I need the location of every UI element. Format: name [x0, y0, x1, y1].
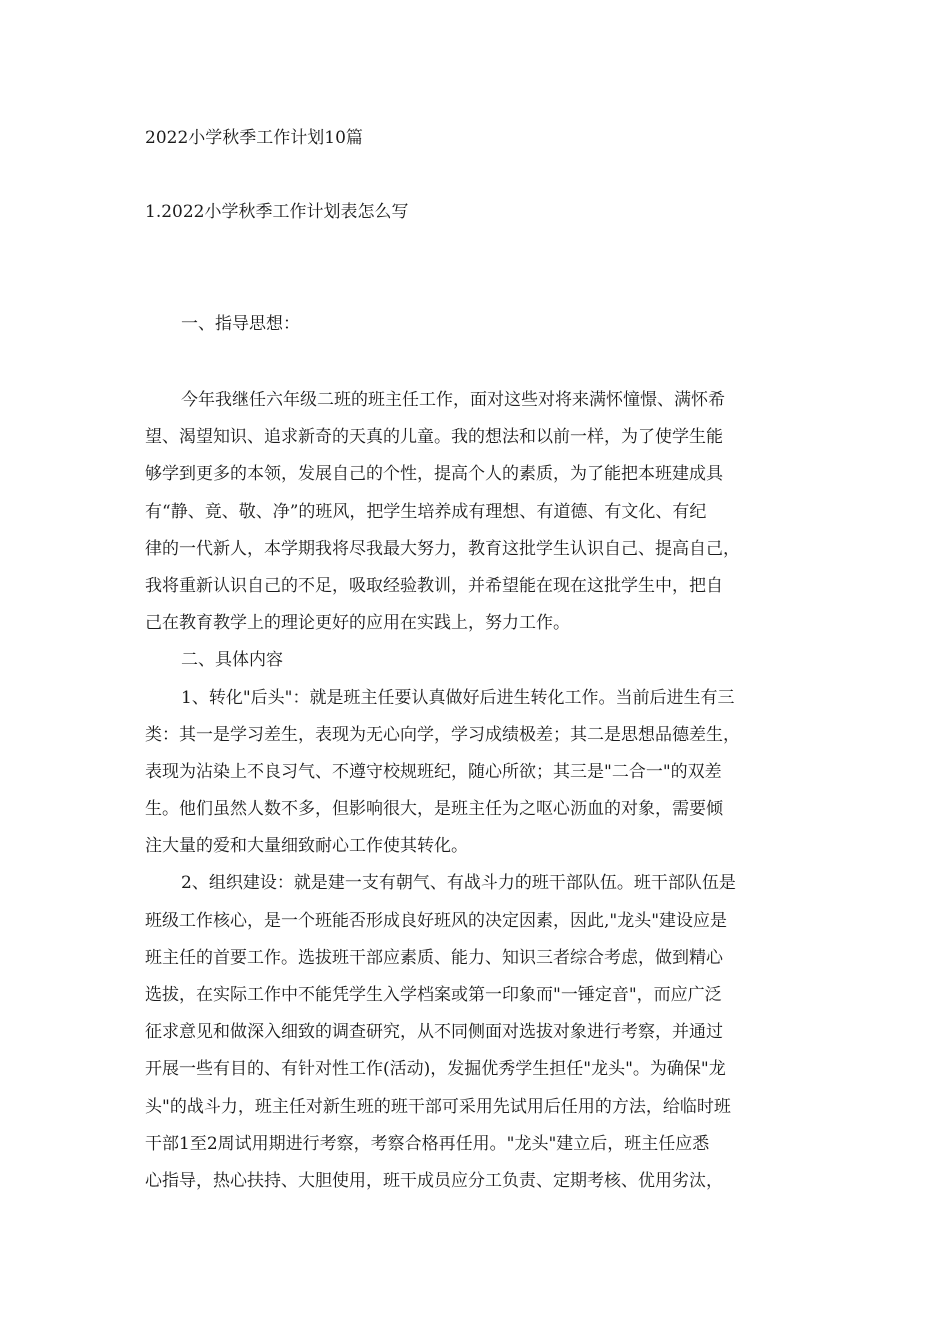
text-line: 表现为沾染上不良习气、不遵守校规班纪，随心所欲；其三是"二合一"的双差: [145, 761, 722, 782]
document-title: 2022小学秋季工作计划10篇: [145, 128, 363, 148]
text-line: 二、具体内容: [181, 650, 283, 671]
text-line: 1、转化"后头"：就是班主任要认真做好后进生转化工作。当前后进生有三: [181, 687, 735, 708]
text-line: 够学到更多的本领，发展自己的个性，提高个人的素质，为了能把本班建成具: [145, 464, 723, 485]
document-subtitle: 1.2022小学秋季工作计划表怎么写: [145, 202, 409, 222]
text-line: 2、组织建设：就是建一支有朝气、有战斗力的班干部队伍。班干部队伍是: [181, 873, 736, 894]
text-line: 我将重新认识自己的不足，吸取经验教训，并希望能在现在这批学生中，把自: [145, 575, 723, 596]
text-line: 注大量的爱和大量细致耐心工作使其转化。: [145, 836, 468, 857]
text-line: 心指导，热心扶持、大胆使用，班干成员应分工负责、定期考核、优用劣汰，: [145, 1170, 723, 1191]
body-text: [145, 382, 810, 1200]
text-line: 选拔，在实际工作中不能凭学生入学档案或第一印象而"一锤定音"，而应广泛: [145, 985, 722, 1005]
text-line: 班主任的首要工作。选拔班干部应素质、能力、知识三者综合考虑，做到精心: [145, 947, 723, 968]
text-line: 望、渴望知识、追求新奇的天真的儿童。我的想法和以前一样，为了使学生能: [145, 427, 723, 448]
text-line: 己在教育教学上的理论更好的应用在实践上，努力工作。: [145, 613, 570, 634]
text-line: 干部1至2周试用期进行考察，考察合格再任用。"龙头"建立后，班主任应悉: [145, 1133, 710, 1154]
text-line: 生。他们虽然人数不多，但影响很大，是班主任为之呕心沥血的对象，需要倾: [145, 799, 723, 820]
text-line: 征求意见和做深入细致的调查研究，从不同侧面对选拔对象进行考察，并通过: [145, 1022, 723, 1043]
text-line: 今年我继任六年级二班的班主任工作，面对这些对将来满怀憧憬、满怀希: [181, 390, 725, 410]
text-line: 有“静、竟、敬、净”的班风，把学生培养成有理想、有道德、有文化、有纪: [145, 501, 707, 522]
text-line: 头"的战斗力，班主任对新生班的班干部可采用先试用后任用的方法，给临时班: [145, 1096, 731, 1117]
text-line: 开展一些有目的、有针对性工作(活动)，发掘优秀学生担任"龙头"。为确保"龙: [145, 1059, 726, 1080]
text-line: 类：其一是学习差生，表现为无心向学，学习成绩极差；其二是思想品德差生，: [145, 724, 740, 745]
text-line: 班级工作核心，是一个班能否形成良好班风的决定因素，因此,"龙头"建设应是: [145, 910, 728, 931]
text-line: 律的一代新人，本学期我将尽我最大努力，教育这批学生认识自己、提高自己，: [145, 538, 740, 559]
section-heading: 一、指导思想：: [181, 314, 300, 334]
